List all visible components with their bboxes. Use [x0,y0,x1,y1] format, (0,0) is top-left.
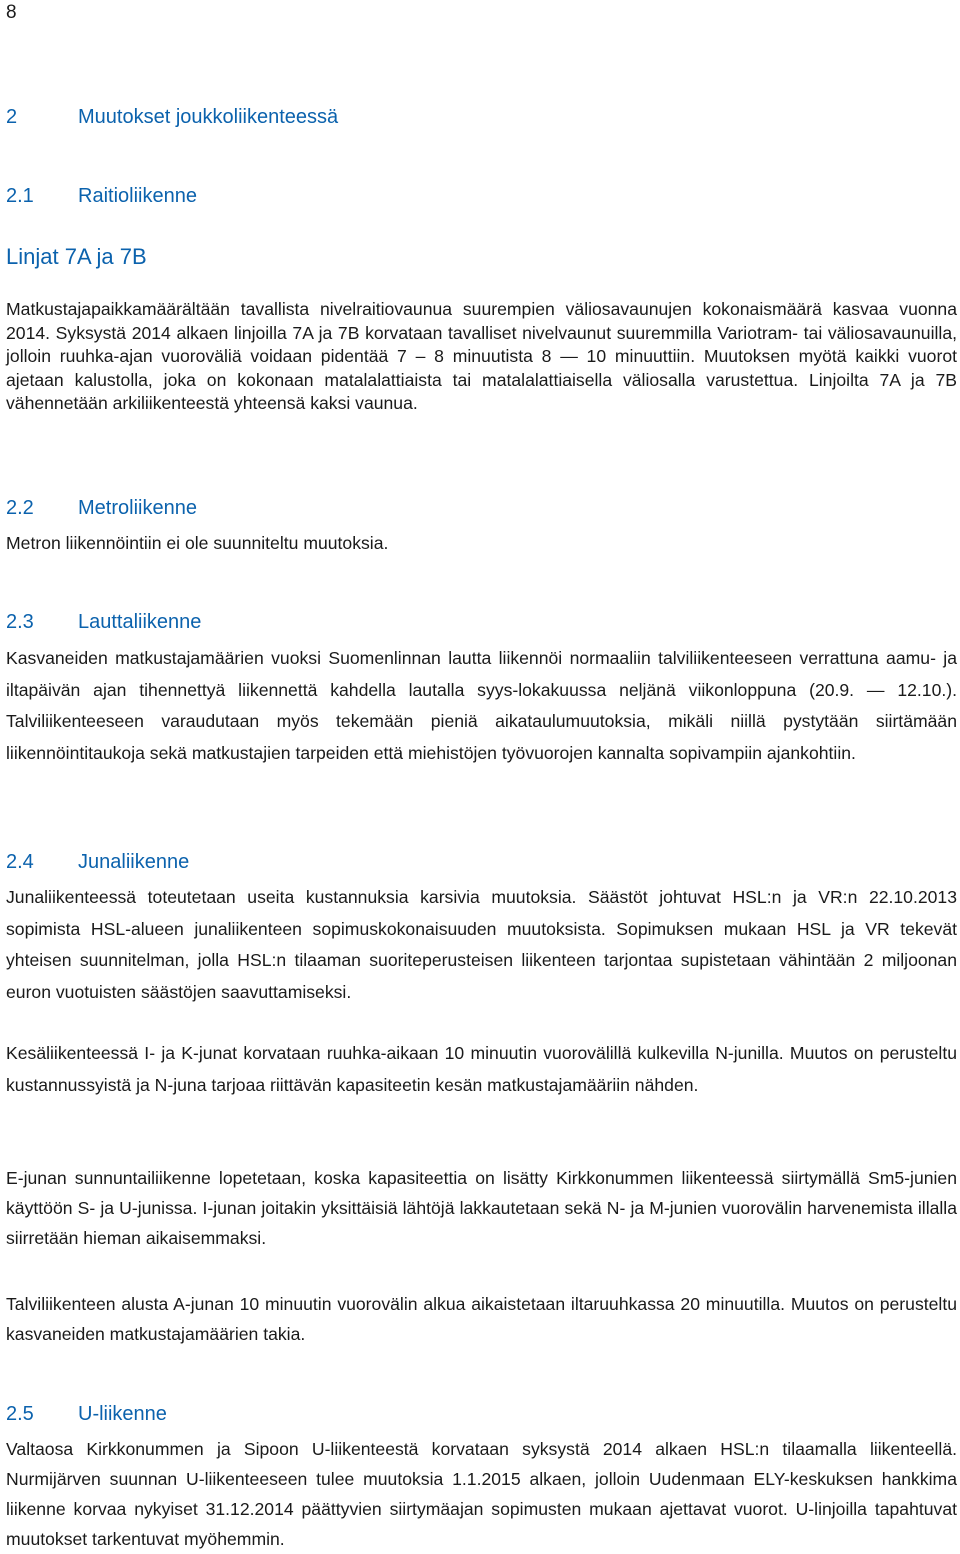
section-number: 2.2 [6,497,34,519]
section-number: 2.3 [6,611,34,633]
paragraph-lauttaliikenne: Kasvaneiden matkustajamäärien vuoksi Suomenlinnan lautta liikennöi normaaliin talviliikenteeseen verrattuna aamu- ja iltapäivän ajan tihennettyä liikennettä kahdella lautalla syys-lokakuussa neljänä viikonloppuna (20.9. — 12.10.). Talviliikenteeseen varaudutaan myös tekemään pieniä aikataulumuutoksia, mikäli niillä pystytään siirtämään liikennöintitaukoja sekä matkustajien tarpeiden että miehistöjen työvuorojen kannalta sopivampiin ajankohtiin. [6,648,957,763]
section-heading-2-5 [6,1403,167,1426]
section-title: Raitioliikenne [78,185,197,207]
chapter-title: Muutokset joukkoliikenteessä [78,106,339,128]
section-title: Junaliikenne [78,851,190,873]
section-title: Lauttaliikenne [78,611,202,633]
paragraph-junaliikenne-3: E-junan sunnuntailiikenne lopetetaan, koska kapasiteettia on lisätty Kirkkonummen liikenteessä siirtymällä Sm5-junien käyttöön S- ja U-junissa. I-junan joitakin yksittäisiä lähtöjä lakkautetaan sekä N- ja M-junien vuorovälin harvenemista illalla siirretään hieman aikaisemmaksi. [6,1168,957,1248]
section-heading-2-2 [6,497,197,520]
paragraph-u-liikenne: Valtaosa Kirkkonummen ja Sipoon U-liikenteestä korvataan syksystä 2014 alkaen HSL:n tilaamalla liikenteellä. Nurmijärven suunnan U-liikenteeseen tulee muutoksia 1.1.2015 alkaen, jolloin Uudenmaan ELY-keskuksen hankkima liikenne korvaa nykyiset 31.12.2014 päättyvien siirtymäajan sopimusten mukaan ajettavat vuorot. U-linjoilla tapahtuvat muutokset tarkentuvat myöhemmin. [6,1439,957,1549]
chapter-number: 2 [6,106,18,128]
section-number: 2.4 [6,851,34,873]
section-number: 2.1 [6,185,34,207]
page-number: 8 [6,2,17,23]
chapter-heading [6,106,338,129]
paragraph-metroliikenne: Metron liikennöintiin ei ole suunniteltu muutoksia. [6,533,389,553]
paragraph-junaliikenne-1: Junaliikenteessä toteutetaan useita kustannuksia karsivia muutoksia. Säästöt johtuvat HSL:n ja VR:n 22.10.2013 sopimista HSL-alueen junaliikenteen sopimuskokonaisuuden muutoksista. Sopimuksen mukaan HSL ja VR tekevät yhteisen suunnitelman, jolla HSL:n tilaaman suoriteperusteisen liikenteen tarjontaa supistetaan vähintään 2 miljoonan euron vuotuisten säästöjen saavuttamiseksi. [6,887,957,1002]
paragraph-junaliikenne-2: Kesäliikenteessä I- ja K-junat korvataan ruuhka-aikaan 10 minuutin vuorovälillä kulkevilla N-junilla. Muutos on perusteltu kustannussyistä ja N-juna tarjoaa riittävän kapasiteetin kesän matkustajamääriin nähden. [6,1043,957,1095]
section-title: Metroliikenne [78,497,197,519]
section-number: 2.5 [6,1403,34,1425]
paragraph-junaliikenne-4: Talviliikenteen alusta A-junan 10 minuutin vuorovälin alkua aikaistetaan iltaruuhkassa 20 minuutilla. Muutos on perusteltu kasvaneiden matkustajamäärien takia. [6,1294,957,1344]
section-heading-2-4 [6,851,189,874]
subheading-linjat: Linjat 7A ja 7B [6,244,147,269]
section-title: U-liikenne [78,1403,167,1425]
paragraph-raitioliikenne: Matkustajapaikkamäärältään tavallista nivelraitiovaunua suurempien väliosavaunujen kokonaismäärä kasvaa vuonna 2014. Syksystä 2014 alkaen linjoilla 7A ja 7B korvataan tavalliset nivelvaunut suuremmilla Variotram- tai väliosavaunuilla, jolloin ruuhka-ajan vuoroväliä voidaan pidentää 7 – 8 minuutista 8 — 10 minuuttiin. Muutoksen myötä kaikki vuorot ajetaan kalustolla, joka on kokonaan matalalattiaista tai matalalattiaisella väliosalla varustettua. Linjoilta 7A ja 7B vähennetään arkiliikenteestä yhteensä kaksi vaunua. [6,299,957,413]
section-heading-2-1 [6,185,197,208]
section-heading-2-3 [6,611,201,634]
